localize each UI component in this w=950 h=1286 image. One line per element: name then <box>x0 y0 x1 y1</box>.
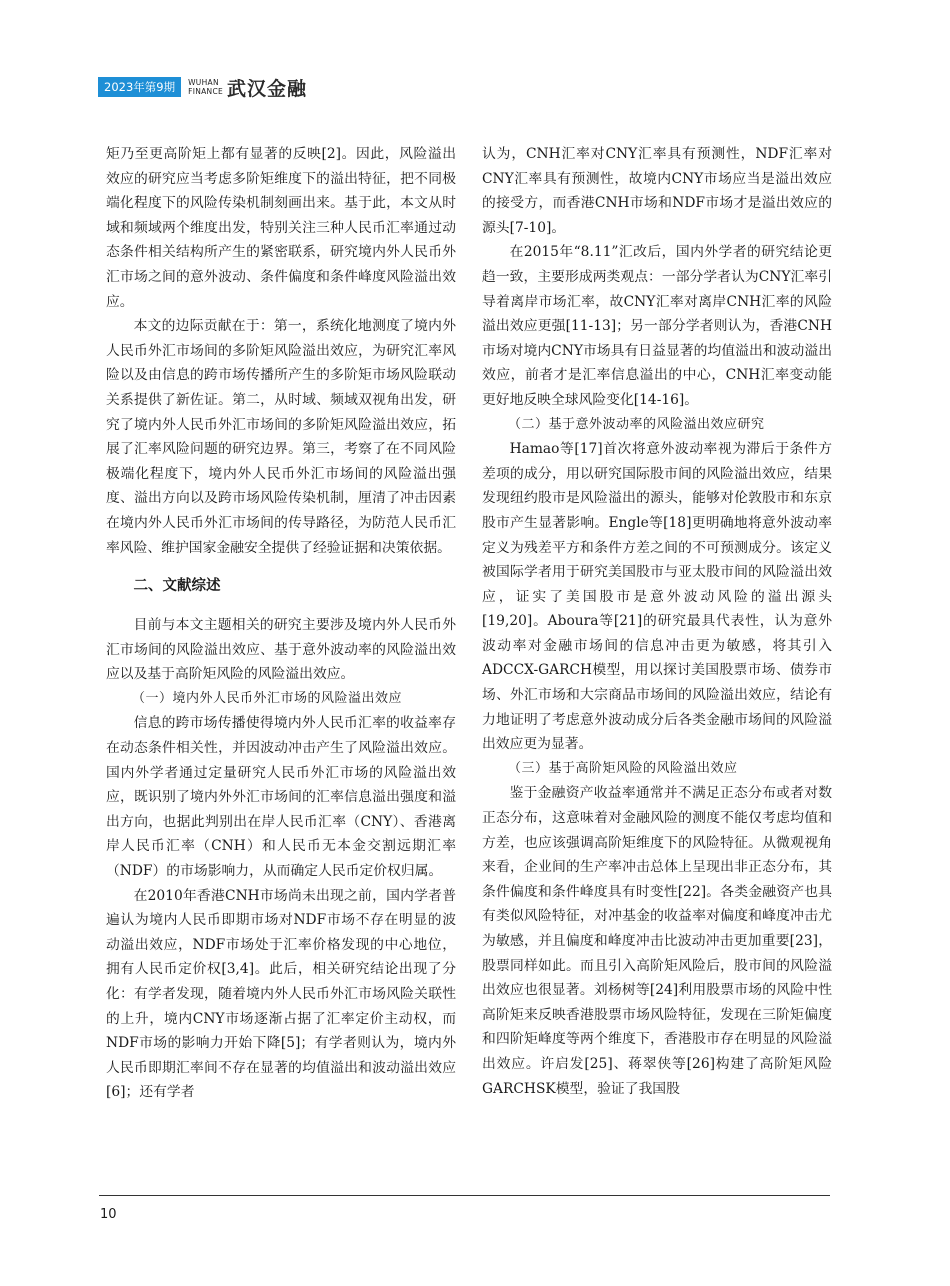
subsection-title: （三）基于高阶矩风险的风险溢出效应 <box>508 760 738 776</box>
paragraph: 在2010年香港CNH市场尚未出现之前，国内学者普遍认为境内人民币即期市场对NDF市场不存在明显的波动溢出效应，NDF市场处于汇率价格发现的中心地位，拥有人民币定价权[3,4]。此后，相关研究结论出现了分化：有学者发现，随着境内外人民币外汇市场风险关联性的上升，境内CNY市场逐渐占据了汇率定价主动权，而NDF市场的影响力开始下降[5]；有学者则认为，境内外人民币即期汇率间不存在显著的均值溢出和波动溢出效应[6]；还有学者 <box>106 887 456 1101</box>
paragraph: 在2015年“8.11”汇改后，国内外学者的研究结论更趋一致，主要形成两类观点：一部分学者认为CNY汇率引导着离岸市场汇率，故CNY汇率对离岸CNH汇率的风险溢出效应更强[11-13]；另一部分学者则认为，香港CNH市场对境内CNY市场具有日益显著的均值溢出和波动溢出效应，前者才是汇率信息溢出的中心，CNH汇率变动能更好地反映全球风险变化[14-16]。 <box>482 244 832 408</box>
page-header <box>98 76 307 98</box>
paragraph: 鉴于金融资产收益率通常并不满足正态分布或者对数正态分布，这意味着对金融风险的测度不能仅考虑均值和方差，也应该强调高阶矩维度下的风险特征。从微观视角来看，企业间的生产率冲击总体上呈现出非正态分布，其条件偏度和条件峰度具有时变性[22]。各类金融资产也具有类似风险特征，对冲基金的收益率对偏度和峰度冲击尤为敏感，并且偏度和峰度冲击比波动冲击更加重要[23]，股票同样如此。而且引入高阶矩风险后，股市间的风险溢出效应也很显著。刘杨树等[24]利用股票市场的风险中性高阶矩来反映香港股票市场风险特征，发现在三阶矩偏度和四阶矩峰度等两个维度下，香港股市存在明显的风险溢出效应。许启发[25]、蒋翠侠等[26]构建了高阶矩风险GARCHSK模型，验证了我国股 <box>482 785 832 1097</box>
paragraph: 矩乃至更高阶矩上都有显著的反映[2]。因此，风险溢出效应的研究应当考虑多阶矩维度下的溢出特征，把不同极端化程度下的风险传染机制刻画出来。基于此，本文从时域和频域两个维度出发，特别关注三种人民币汇率通过动态条件相关结构所产生的紧密联系，研究境内外人民币外汇市场之间的意外波动、条件偏度和条件峰度风险溢出效应。 <box>106 146 456 310</box>
brand-chinese-logo: 武汉金融 <box>227 77 308 100</box>
left-column <box>106 142 456 1105</box>
paragraph: 本文的边际贡献在于：第一，系统化地测度了境内外人民币外汇市场间的多阶矩风险溢出效应，为研究汇率风险以及由信息的跨市场传播所产生的多阶矩市场风险联动关系提供了新佐证。第二，从时域、频域双视角出发，研究了境内外人民币外汇市场间的多阶矩风险溢出效应，拓展了汇率风险问题的研究边界。第三，考察了在不同风险极端化程度下，境内外人民币外汇市场间的风险溢出强度、溢出方向以及跨市场风险传染机制，厘清了冲击因素在境内外人民币外汇市场间的传导路径，为防范人民币汇率风险、维护国家金融安全提供了经验证据和决策依据。 <box>106 318 456 556</box>
footer-divider <box>99 1195 830 1196</box>
paragraph: 目前与本文主题相关的研究主要涉及境内外人民币外汇市场间的风险溢出效应、基于意外波动率的风险溢出效应以及基于高阶矩风险的风险溢出效应。 <box>106 617 456 683</box>
paragraph: Hamao等[17]首次将意外波动率视为滞后于条件方差项的成分，用以研究国际股市间的风险溢出效应，结果发现纽约股市是风险溢出的源头，能够对伦敦股市和东京股市产生显著影响。Engle等[18]更明确地将意外波动率定义为残差平方和条件方差之间的不可预测成分。该定义被国际学者用于研究美国股市与亚太股市间的风险溢出效应，证实了美国股市是意外波动风险的溢出源头[19,20]。Aboura等[21]的研究最具代表性，认为意外波动率对金融市场间的信息冲击更为敏感，将其引入ADCCX-GARCH模型，用以探讨美国股票市场、债券市场、外汇市场和大宗商品市场间的风险溢出效应，结论有力地证明了考虑意外波动成分后各类金融市场间的风险溢出效应更为显著。 <box>482 441 832 753</box>
subsection-title: （二）基于意外波动率的风险溢出效应研究 <box>508 416 765 432</box>
subsection-title: （一）境内外人民币外汇市场的风险溢出效应 <box>132 690 403 706</box>
right-column <box>482 142 832 1101</box>
paragraph: 信息的跨市场传播使得境内外人民币汇率的收益率存在动态条件相关性，并因波动冲击产生了风险溢出效应。国内外学者通过定量研究人民币外汇市场的风险溢出效应，既识别了境内外外汇市场间的汇率信息溢出强度和溢出方向，也据此判别出在岸人民币汇率（CNY）、香港离岸人民币汇率（CNH）和人民币无本金交割远期汇率（NDF）的市场影响力，从而确定人民币定价权归属。 <box>106 715 456 880</box>
paragraph: 认为，CNH汇率对CNY汇率具有预测性，NDF汇率对CNY汇率具有预测性，故境内CNY市场应当是溢出效应的接受方，而香港CNH市场和NDF市场才是溢出效应的源头[7-10]。 <box>482 146 832 236</box>
brand-english: WUHAN FINANCE <box>188 78 224 96</box>
section-title: 二、文献综述 <box>133 578 221 595</box>
issue-badge: 2023年第9期 <box>98 77 181 97</box>
journal-brand <box>188 74 307 101</box>
page-number: 10 <box>100 1207 117 1222</box>
